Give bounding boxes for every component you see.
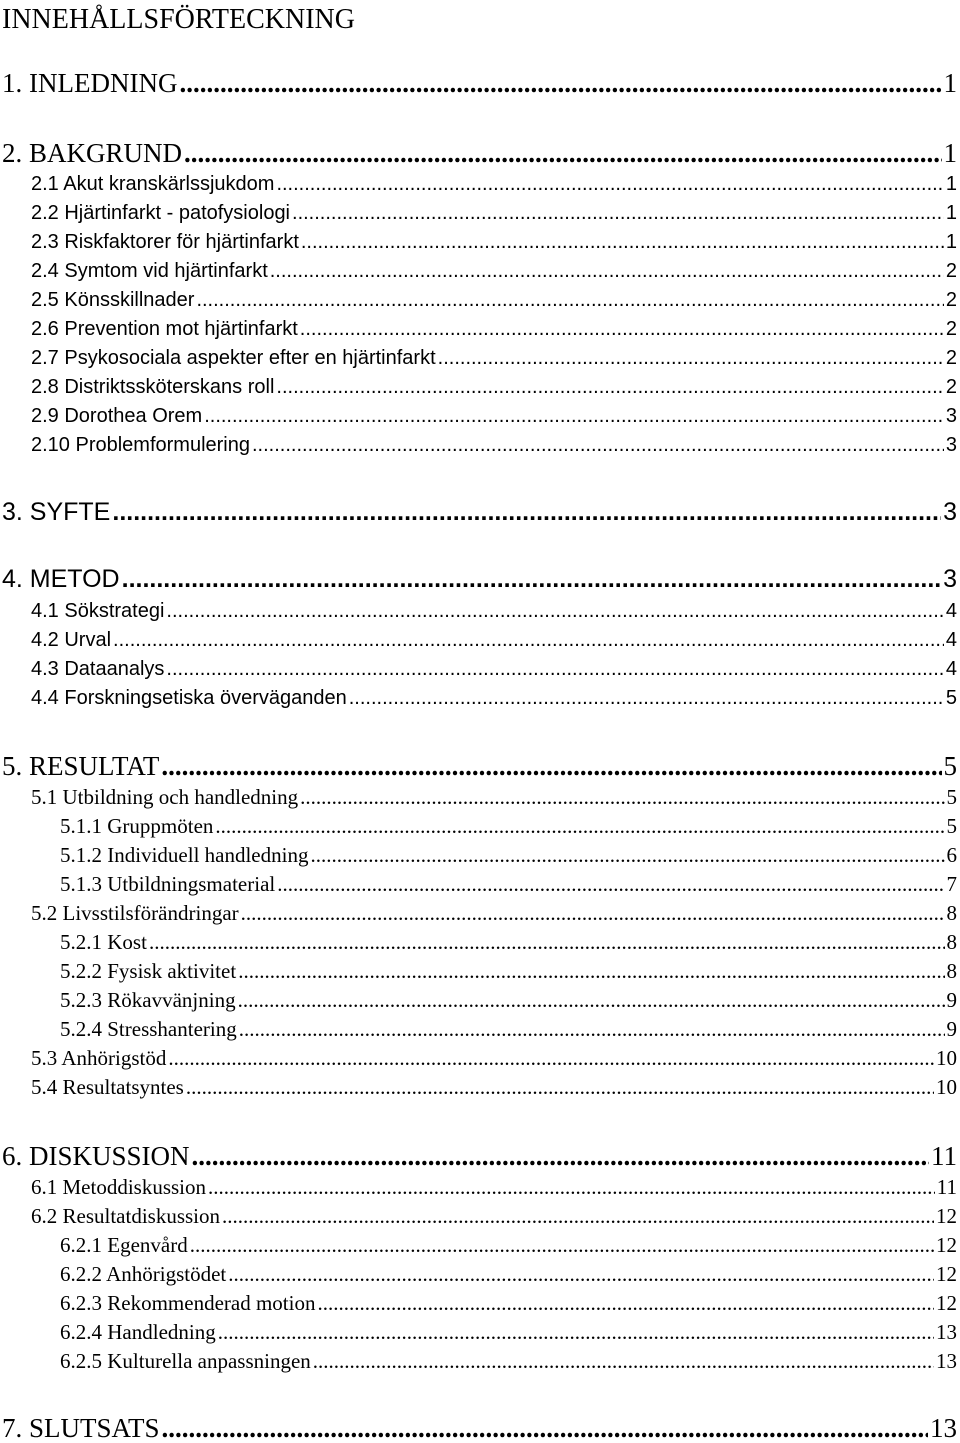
toc-entry-label: 5.2.4 Stresshantering [60, 1017, 237, 1041]
toc-leader-dots [277, 874, 944, 895]
toc-entry-2-8[interactable] [31, 377, 957, 397]
toc-leader-dots [215, 816, 944, 837]
toc-entry-label: 6.2 Resultatdiskussion [31, 1204, 221, 1228]
toc-entry-5-2-3[interactable] [60, 990, 957, 1011]
toc-page-number: 8 [946, 930, 957, 954]
toc-entry-label: 2.2 Hjärtinfarkt - patofysiologi [31, 202, 291, 224]
toc-page-number: 13 [936, 1320, 957, 1344]
toc-page-number: 3 [945, 434, 957, 456]
toc-page-number: 4 [945, 629, 957, 651]
toc-leader-dots [196, 290, 943, 310]
toc-leader-dots [276, 174, 943, 194]
toc-page-number: 12 [936, 1262, 957, 1286]
toc-entry-5-1-3[interactable] [60, 874, 957, 895]
toc-entry-label: 5.2.3 Rökavvänjning [60, 988, 236, 1012]
toc-page-number: 4 [945, 600, 957, 622]
toc-entry-label: 5.2.2 Fysisk aktivitet [60, 959, 237, 983]
toc-page-number: 9 [946, 1017, 957, 1041]
toc-leader-dots [190, 1235, 934, 1256]
toc-entry-5-3[interactable] [31, 1048, 957, 1069]
toc-leader-dots [204, 406, 944, 426]
toc-entry-label: 6.1 Metoddiskussion [31, 1175, 207, 1199]
toc-leader-dots [168, 1048, 934, 1069]
toc-leader-dots [161, 753, 941, 780]
toc-entry-label: 6.2.5 Kulturella anpassningen [60, 1349, 311, 1373]
toc-entry-metod[interactable] [2, 567, 957, 592]
toc-entry-label: 2.8 Distriktssköterskans roll [31, 376, 275, 398]
toc-entry-label: 5.4 Resultatsyntes [31, 1075, 184, 1099]
toc-page-number: 2 [945, 347, 957, 369]
toc-entry-6-1[interactable] [31, 1177, 957, 1198]
toc-entry-label: 6.2.3 Rekommenderad motion [60, 1291, 316, 1315]
toc-entry-5-2-2[interactable] [60, 961, 957, 982]
toc-entry-resultat[interactable] [2, 753, 957, 780]
toc-leader-dots [113, 630, 944, 650]
toc-entry-6-2[interactable] [31, 1206, 957, 1227]
toc-entry-5-2-4[interactable] [60, 1019, 957, 1040]
toc-page-number: 1 [945, 202, 957, 224]
toc-entry-2-1[interactable] [31, 174, 957, 194]
toc-entry-slutsats[interactable] [2, 1415, 957, 1442]
toc-page-number: 2 [945, 260, 957, 282]
toc-page-number: 12 [936, 1204, 957, 1228]
toc-page-number: 1 [943, 138, 957, 168]
toc-entry-6-2-3[interactable] [60, 1293, 957, 1314]
toc-leader-dots [228, 1264, 934, 1285]
toc-leader-dots [239, 1019, 945, 1040]
toc-page-number: 3 [943, 498, 957, 526]
toc-entry-5-1-2[interactable] [60, 845, 957, 866]
toc-page-number: 3 [943, 565, 957, 593]
toc-entry-label: 3. SYFTE [2, 498, 111, 526]
toc-entry-2-2[interactable] [31, 203, 957, 223]
toc-entry-6-2-4[interactable] [60, 1322, 957, 1343]
toc-entry-4-2[interactable] [31, 630, 957, 650]
toc-entry-label: 5.2 Livsstilsförändringar [31, 901, 239, 925]
toc-entry-label: 5.2.1 Kost [60, 930, 147, 954]
toc-page-number: 1 [945, 173, 957, 195]
toc-page-number: 13 [930, 1413, 957, 1443]
toc-entry-label: 2. BAKGRUND [2, 138, 183, 168]
toc-page-number: 5 [945, 687, 957, 709]
toc-leader-dots [179, 70, 941, 97]
toc-entry-6-2-1[interactable] [60, 1235, 957, 1256]
toc-leader-dots [218, 1322, 934, 1343]
toc-page-number: 12 [936, 1291, 957, 1315]
toc-entry-2-7[interactable] [31, 348, 957, 368]
toc-leader-dots [310, 845, 944, 866]
toc-page-number: 8 [946, 901, 957, 925]
toc-entry-label: 6.2.4 Handledning [60, 1320, 216, 1344]
toc-entry-2-9[interactable] [31, 406, 957, 426]
toc-entry-label: 5.1.2 Individuell handledning [60, 843, 309, 867]
toc-page-number: 2 [945, 318, 957, 340]
page-title: INNEHÅLLSFÖRTECKNING [2, 4, 355, 35]
toc-entry-label: 2.6 Prevention mot hjärtinfarkt [31, 318, 298, 340]
toc-entry-label: 4.1 Sökstrategi [31, 600, 165, 622]
toc-page-number: 3 [945, 405, 957, 427]
toc-leader-dots [166, 601, 943, 621]
toc-entry-4-1[interactable] [31, 601, 957, 621]
toc-leader-dots [300, 319, 944, 339]
toc-entry-2-5[interactable] [31, 290, 957, 310]
toc-entry-4-4[interactable] [31, 688, 957, 708]
toc-entry-label: 5. RESULTAT [2, 751, 160, 781]
toc-entry-syfte[interactable] [2, 500, 957, 525]
toc-page-number: 2 [945, 289, 957, 311]
toc-page-number: 2 [945, 376, 957, 398]
toc-entry-diskussion[interactable] [2, 1143, 957, 1170]
toc-leader-dots [192, 1143, 929, 1170]
toc-page-number: 1 [943, 68, 957, 98]
toc-leader-dots [149, 932, 945, 953]
toc-leader-dots [112, 500, 941, 525]
toc-entry-5-1-1[interactable] [60, 816, 957, 837]
toc-entry-2-3[interactable] [31, 232, 957, 252]
toc-entry-5-2-1[interactable] [60, 932, 957, 953]
toc-leader-dots [252, 435, 944, 455]
toc-page-number: 5 [946, 785, 957, 809]
toc-page-number: 5 [946, 814, 957, 838]
toc-leader-dots [292, 203, 944, 223]
toc-entry-label: 4.2 Urval [31, 629, 112, 651]
toc-entry-bakgrund[interactable] [2, 140, 957, 167]
toc-page-number: 5 [943, 751, 957, 781]
toc-leader-dots [186, 1077, 934, 1098]
toc-entry-label: 6. DISKUSSION [2, 1141, 190, 1171]
toc-leader-dots [276, 377, 943, 397]
toc-entry-4-3[interactable] [31, 659, 957, 679]
toc-leader-dots [184, 140, 941, 167]
toc-page-number: 12 [936, 1233, 957, 1257]
toc-page-number: 11 [931, 1141, 957, 1171]
toc-entry-5-1[interactable] [31, 787, 957, 808]
toc-entry-label: 4. METOD [2, 565, 120, 593]
toc-entry-label: 2.4 Symtom vid hjärtinfarkt [31, 260, 268, 282]
toc-entry-label: 4.3 Dataanalys [31, 658, 165, 680]
toc-page-number: 8 [946, 959, 957, 983]
toc-page-number: 10 [936, 1046, 957, 1070]
toc-page-number: 4 [945, 658, 957, 680]
toc-entry-label: 5.3 Anhörigstöd [31, 1046, 167, 1070]
toc-entry-6-2-2[interactable] [60, 1264, 957, 1285]
toc-page-number: 13 [936, 1349, 957, 1373]
toc-page-number: 10 [936, 1075, 957, 1099]
toc-entry-label: 5.1 Utbildning och handledning [31, 785, 299, 809]
toc-leader-dots [122, 567, 941, 592]
toc-leader-dots [238, 990, 945, 1011]
toc-leader-dots [349, 688, 944, 708]
toc-page-number: 11 [936, 1175, 957, 1199]
toc-entry-label: 2.1 Akut kranskärlssjukdom [31, 173, 275, 195]
toc-leader-dots [162, 1415, 928, 1442]
toc-leader-dots [300, 787, 944, 808]
toc-entry-2-10[interactable] [31, 435, 957, 455]
toc-leader-dots [317, 1293, 934, 1314]
toc-entry-label: 2.9 Dorothea Orem [31, 405, 203, 427]
toc-entry-label: 2.10 Problemformulering [31, 434, 250, 456]
toc-entry-2-4[interactable] [31, 261, 957, 281]
toc-page-number: 1 [945, 231, 957, 253]
toc-leader-dots [241, 903, 945, 924]
toc-leader-dots [313, 1351, 934, 1372]
toc-entry-label: 2.3 Riskfaktorer för hjärtinfarkt [31, 231, 299, 253]
toc-leader-dots [208, 1177, 935, 1198]
toc-entry-label: 2.5 Könsskillnader [31, 289, 195, 311]
toc-page-number: 6 [946, 843, 957, 867]
toc-entry-label: 2.7 Psykosociala aspekter efter en hjärtinfarkt [31, 347, 436, 369]
toc-entry-5-4[interactable] [31, 1077, 957, 1098]
toc-page-number: 9 [946, 988, 957, 1012]
toc-leader-dots [438, 348, 944, 368]
toc-leader-dots [166, 659, 943, 679]
toc-entry-label: 5.1.1 Gruppmöten [60, 814, 214, 838]
toc-leader-dots [238, 961, 944, 982]
toc-entry-label: 5.1.3 Utbildningsmaterial [60, 872, 276, 896]
toc-page-number: 7 [946, 872, 957, 896]
toc-entry-label: 6.2.1 Egenvård [60, 1233, 188, 1257]
toc-entry-6-2-5[interactable] [60, 1351, 957, 1372]
toc-leader-dots [222, 1206, 934, 1227]
toc-entry-2-6[interactable] [31, 319, 957, 339]
toc-entry-5-2[interactable] [31, 903, 957, 924]
toc-entry-label: 4.4 Forskningsetiska överväganden [31, 687, 347, 709]
toc-entry-inledning[interactable] [2, 70, 957, 97]
toc-leader-dots [301, 232, 944, 252]
toc-entry-label: 6.2.2 Anhörigstödet [60, 1262, 227, 1286]
toc-leader-dots [270, 261, 944, 281]
toc-entry-label: 7. SLUTSATS [2, 1413, 160, 1443]
toc-entry-label: 1. INLEDNING [2, 68, 178, 98]
